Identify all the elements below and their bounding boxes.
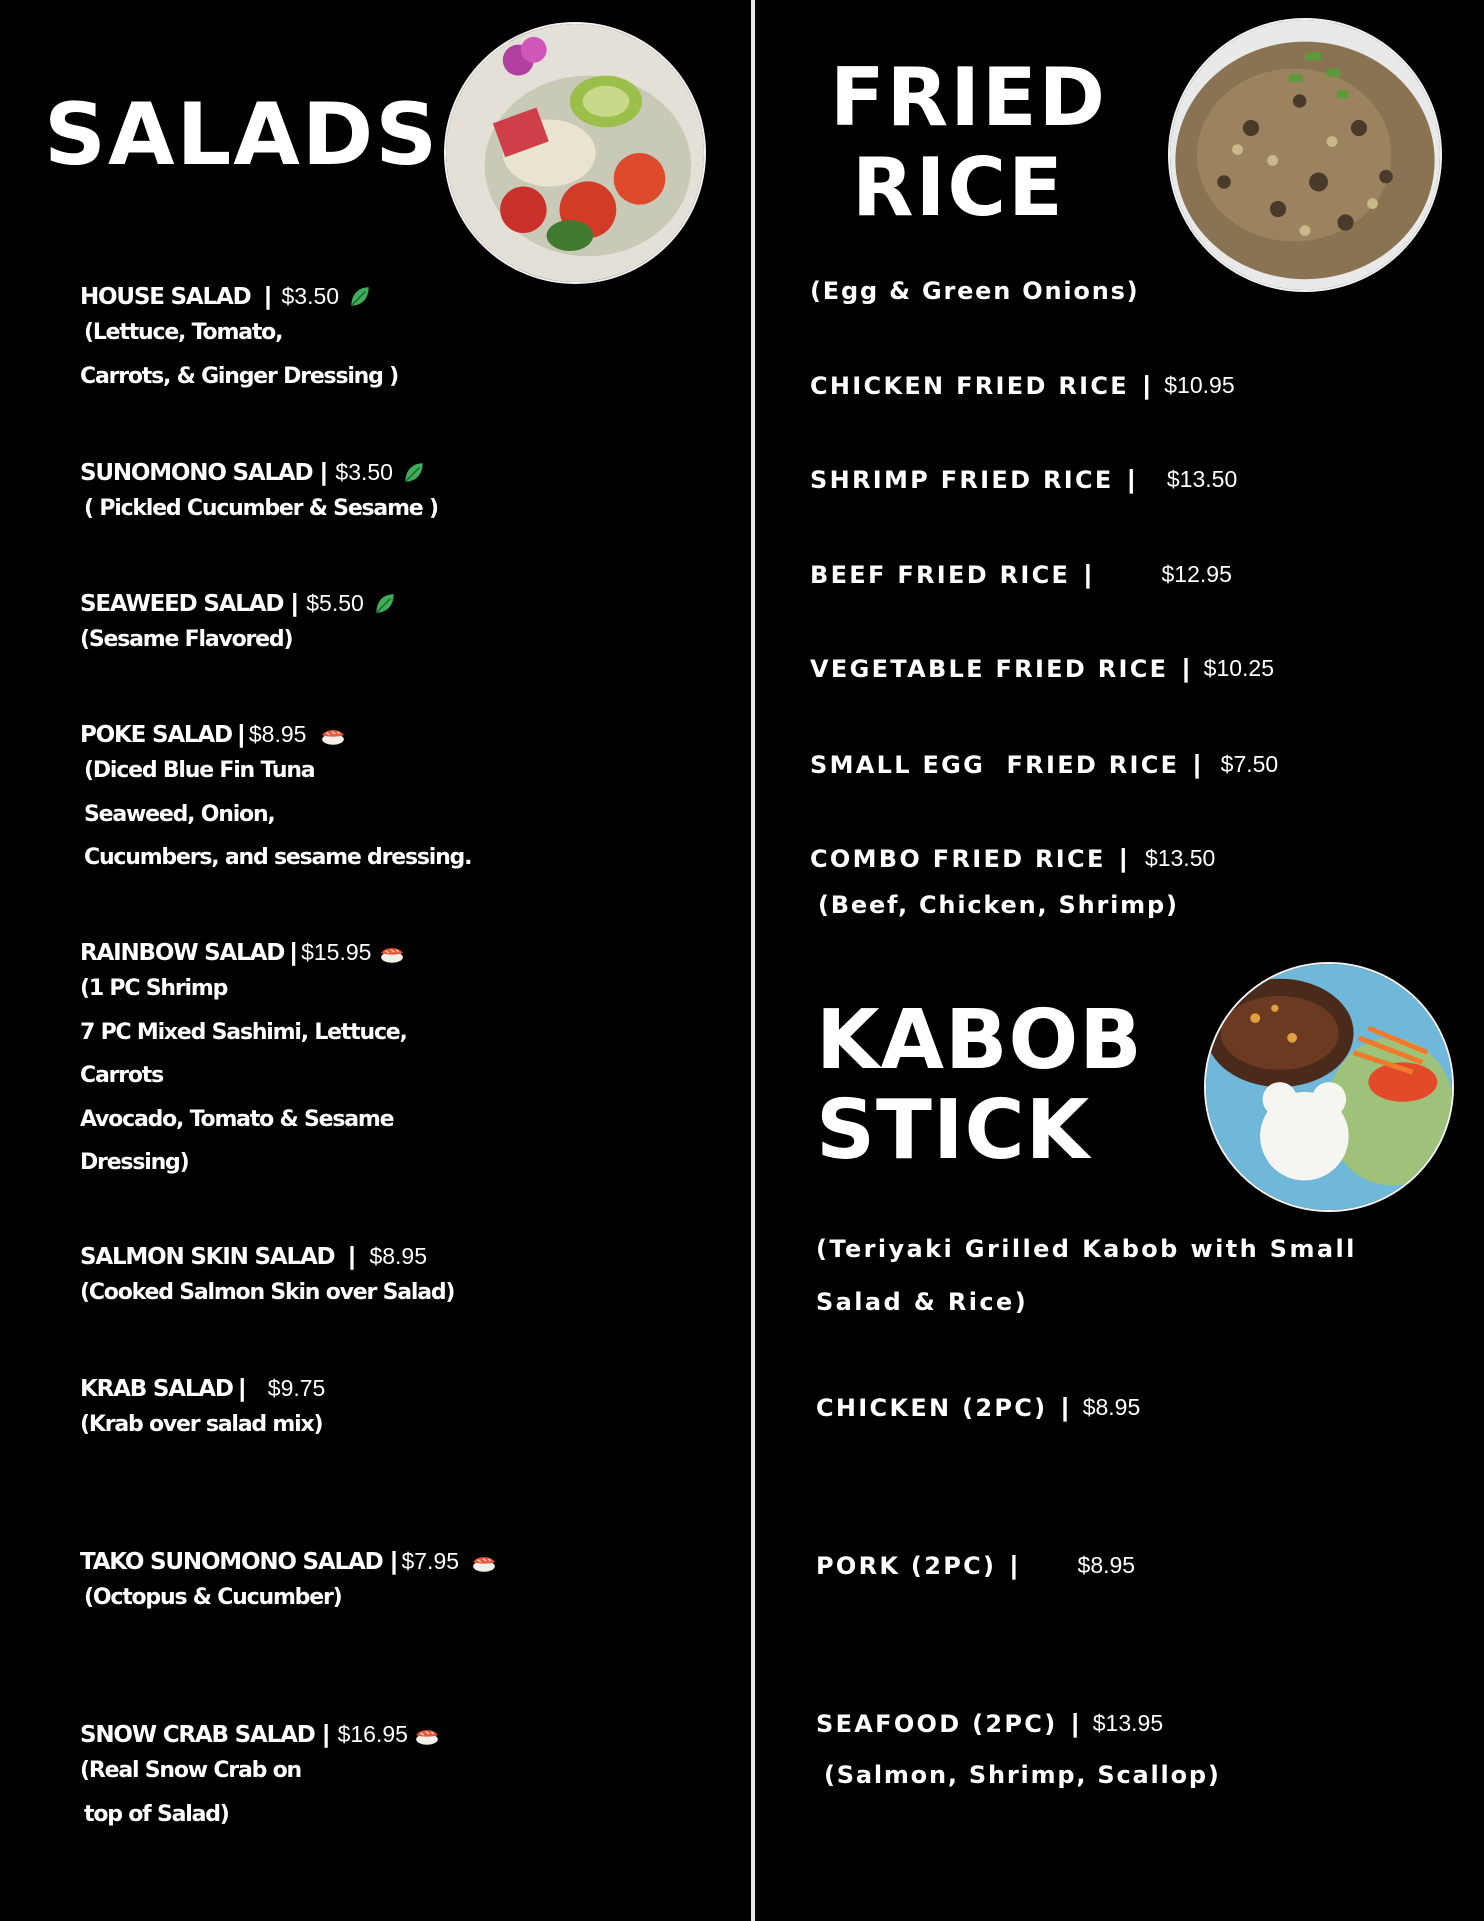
item-name: PORK (2PC) xyxy=(816,1551,997,1580)
separator: | xyxy=(264,282,272,310)
item-price: $7.95 xyxy=(401,1548,460,1574)
list-item xyxy=(80,1374,325,1447)
item-description: Carrots xyxy=(80,1063,164,1088)
list-item xyxy=(80,1720,440,1836)
item-description: Cucumbers, and sesame dressing. xyxy=(84,845,472,870)
separator: | xyxy=(290,938,298,966)
item-price: $13.50 xyxy=(1144,845,1216,871)
item-price: $3.50 xyxy=(281,283,340,309)
separator: | xyxy=(1142,370,1151,400)
item-description: (Cooked Salmon Skin over Salad) xyxy=(80,1280,455,1305)
item-price: $8.95 xyxy=(248,721,307,747)
separator: | xyxy=(1193,749,1201,779)
item-price: $13.95 xyxy=(1092,1710,1164,1736)
leaf-icon xyxy=(347,284,373,310)
separator: | xyxy=(390,1547,398,1575)
fried-rice-photo xyxy=(1168,18,1442,292)
item-name: RAINBOW SALAD xyxy=(80,939,285,966)
item-name: SUNOMONO SALAD xyxy=(80,459,313,486)
item-description: (Diced Blue Fin Tuna xyxy=(84,758,315,783)
item-description: top of Salad) xyxy=(84,1801,229,1827)
separator: | xyxy=(291,589,299,617)
separator: | xyxy=(348,1242,356,1270)
kabob-heading-line1: KABOB xyxy=(816,993,1143,1088)
list-item xyxy=(80,938,407,1185)
item-price: $8.95 xyxy=(369,1243,427,1269)
item-name: HOUSE SALAD xyxy=(80,283,251,310)
item-description: Carrots, & Ginger Dressing ) xyxy=(80,363,399,389)
separator: | xyxy=(1061,1392,1069,1422)
item-description: (Octopus & Cucumber) xyxy=(84,1585,342,1610)
item-name: SHRIMP FRIED RICE xyxy=(810,465,1114,494)
separator: | xyxy=(237,720,245,748)
item-name: BEEF FRIED RICE xyxy=(810,560,1071,589)
separator: | xyxy=(1071,1708,1079,1738)
item-description: 7 PC Mixed Sashimi, Lettuce, xyxy=(80,1019,407,1045)
item-price: $9.75 xyxy=(267,1375,326,1401)
item-description: Seaweed, Onion, xyxy=(84,801,275,827)
salad-photo xyxy=(444,22,706,284)
list-item xyxy=(80,458,438,531)
separator: | xyxy=(1182,653,1190,683)
list-item xyxy=(80,1242,454,1315)
item-description: (Beef, Chicken, Shrimp) xyxy=(818,891,1179,919)
item-description: Dressing) xyxy=(80,1150,189,1175)
kabob-photo xyxy=(1204,962,1454,1212)
sushi-icon xyxy=(414,1722,440,1748)
list-item xyxy=(810,464,1237,495)
item-name: POKE SALAD xyxy=(80,721,232,748)
kabob-heading-line2: STICK xyxy=(816,1083,1091,1178)
sushi-icon xyxy=(471,1549,497,1575)
item-name: COMBO FRIED RICE xyxy=(810,844,1106,873)
item-description: Avocado, Tomato & Sesame xyxy=(80,1106,394,1132)
list-item xyxy=(80,720,471,880)
item-name: SALMON SKIN SALAD xyxy=(80,1243,335,1270)
item-description: (Sesame Flavored) xyxy=(80,627,293,652)
separator: | xyxy=(322,1720,330,1748)
separator: | xyxy=(1010,1550,1018,1580)
item-price: $10.25 xyxy=(1203,655,1275,681)
list-item xyxy=(810,559,1232,590)
list-item xyxy=(80,589,398,662)
leaf-icon xyxy=(401,460,427,486)
item-price: $13.50 xyxy=(1166,466,1238,492)
leaf-icon xyxy=(372,591,398,617)
separator: | xyxy=(1119,843,1127,873)
list-item xyxy=(810,749,1278,780)
item-name: SNOW CRAB SALAD xyxy=(80,1721,315,1748)
list-item xyxy=(810,653,1274,684)
item-price: $12.95 xyxy=(1161,561,1232,587)
item-price: $15.95 xyxy=(301,939,372,965)
item-price: $16.95 xyxy=(337,1721,408,1747)
item-price: $5.50 xyxy=(306,590,364,616)
fried-rice-subtitle: (Egg & Green Onions) xyxy=(810,277,1140,305)
list-item xyxy=(816,1392,1140,1423)
item-description: (Krab over salad mix) xyxy=(80,1412,323,1437)
salads-heading: SALADS xyxy=(44,85,440,185)
list-item xyxy=(810,370,1235,401)
item-description: (Salmon, Shrimp, Scallop) xyxy=(824,1761,1221,1789)
list-item xyxy=(80,1547,497,1620)
item-name: SMALL EGG FRIED RICE xyxy=(810,750,1180,779)
separator: | xyxy=(320,458,328,486)
item-price: $3.50 xyxy=(335,459,393,485)
item-price: $8.95 xyxy=(1082,1394,1141,1420)
list-item xyxy=(80,282,398,398)
item-name: TAKO SUNOMONO SALAD xyxy=(80,1548,383,1575)
list-item xyxy=(816,1708,1163,1739)
fried-rice-heading-line2: RICE xyxy=(852,141,1065,234)
item-name: CHICKEN FRIED RICE xyxy=(810,371,1129,400)
kabob-subtitle-line2: Salad & Rice) xyxy=(816,1288,1029,1316)
sushi-icon xyxy=(320,722,346,748)
sushi-icon xyxy=(379,940,405,966)
separator: | xyxy=(1127,464,1135,494)
kabob-subtitle-line1: (Teriyaki Grilled Kabob with Small xyxy=(816,1235,1357,1263)
item-description: (Lettuce, Tomato, xyxy=(84,320,283,345)
separator: | xyxy=(238,1374,246,1402)
item-description: (Real Snow Crab on xyxy=(80,1758,301,1783)
fried-rice-heading-line1: FRIED xyxy=(830,51,1108,144)
separator: | xyxy=(1084,559,1092,589)
item-description: (1 PC Shrimp xyxy=(80,976,228,1001)
item-price: $10.95 xyxy=(1164,372,1235,398)
column-divider xyxy=(751,0,755,1921)
list-item xyxy=(816,1550,1135,1581)
item-price: $8.95 xyxy=(1077,1552,1136,1578)
item-name: VEGETABLE FRIED RICE xyxy=(810,654,1169,683)
list-item xyxy=(810,843,1215,874)
item-name: KRAB SALAD xyxy=(80,1375,233,1402)
item-name: CHICKEN (2PC) xyxy=(816,1393,1048,1422)
item-price: $7.50 xyxy=(1220,751,1279,777)
item-name: SEAFOOD (2PC) xyxy=(816,1709,1058,1738)
item-description: ( Pickled Cucumber & Sesame ) xyxy=(84,496,438,521)
item-name: SEAWEED SALAD xyxy=(80,590,284,617)
